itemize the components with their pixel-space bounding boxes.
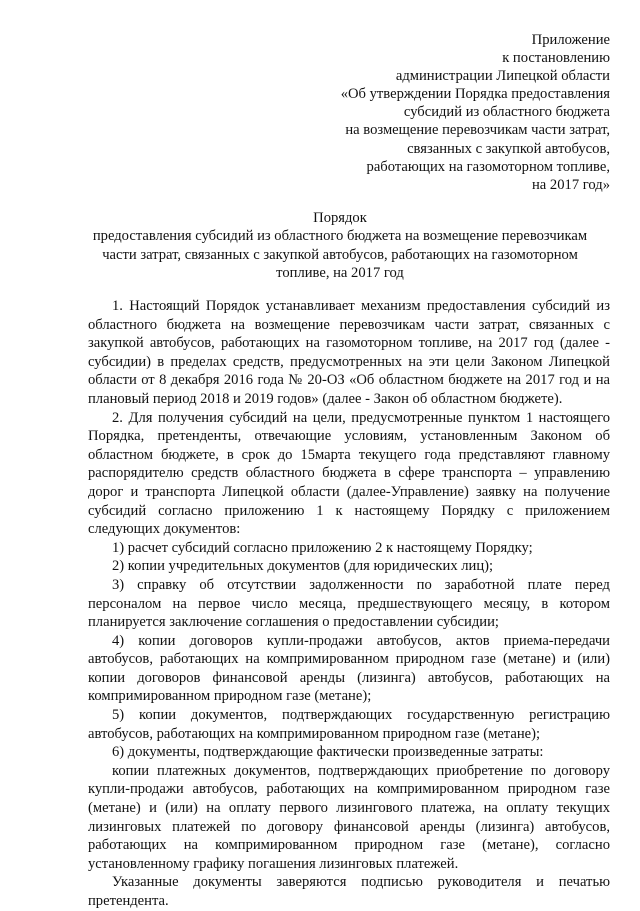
appendix-line: субсидий из областного бюджета xyxy=(403,104,610,121)
paragraph-2: 2. Для получения субсидий на цели, предусмотренные пунктом 1 настоящего Порядка, претенденты, отвечающие условиям, установленным Законом об областном бюджете, в срок до 15марта текущего года представляют главному распорядителю средств областного бюджета в сфере транспорта – управлению дорог и транспорта Липецкой области (далее-Управление) заявку на получение субсидий согласно приложению 1 к настоящему Порядку с приложением следующих документов: xyxy=(88,409,610,538)
closing-paragraph: Указанные документы заверяются подписью руководителя и печатью претендента. xyxy=(88,874,610,909)
appendix-line: администрации Липецкой области xyxy=(395,68,610,85)
document-heading xyxy=(60,209,620,282)
appendix-line: работающих на газомоторном топливе, xyxy=(366,158,610,175)
appendix-line: связанных с закупкой автобусов, xyxy=(407,140,610,157)
appendix-line: на 2017 год» xyxy=(532,176,610,193)
list-item-4: 4) копии договоров купли-продажи автобусов, актов приема-передачи автобусов, работающих на компримированном природном газе (метане) и (или) копии договоров финансовой аренды (лизинга) автобусов, работающих на компримированном природном газе (метане); xyxy=(88,632,610,705)
document-title: Порядок xyxy=(313,210,367,226)
appendix-line: «Об утверждении Порядка предоставления xyxy=(340,86,610,103)
appendix-line: на возмещение перевозчикам части затрат, xyxy=(345,122,610,139)
appendix-line: Приложение xyxy=(531,32,610,48)
appendix-header xyxy=(341,31,610,194)
paragraph-1: 1. Настоящий Порядок устанавливает механизм предоставления субсидий из областного бюджета на возмещение перевозчикам части затрат, связанных с закупкой автобусов, работающих на газомоторном топливе, на 2017 год (далее - субсидии) в пределах средств, предусмотренных на эти цели Законом Липецкой области от 8 декабря 2016 года № 20-ОЗ «Об областном бюджете на 2017 год и на плановый период 2018 и 2019 годов» (далее - Закон об областном бюджете). xyxy=(88,298,610,407)
document-subtitle-line: части затрат, связанных с закупкой автобусов, работающих на газомоторном xyxy=(102,246,578,263)
list-item-6: 6) документы, подтверждающие фактически произведенные затраты: xyxy=(112,744,544,761)
list-item-6-detail: копии платежных документов, подтверждающих приобретение по договору купли-продажи автобусов, работающих на компримированном природном газе (метане) и (или) на оплату первого лизингового платежа, на оплату текущих лизинговых платежей по договору финансовой аренды (лизинга) автобусов, работающих на компримированном природном газе (метане), согласно установленному графику погашения лизинговых платежей. xyxy=(88,762,610,872)
list-item-2: 2) копии учредительных документов (для юридических лиц); xyxy=(112,558,494,575)
list-item-1: 1) расчет субсидий согласно приложению 2 к настоящему Порядку; xyxy=(112,539,533,556)
document-subtitle-line: предоставления субсидий из областного бюджета на возмещение перевозчикам xyxy=(92,228,588,245)
document-subtitle-line: топливе, на 2017 год xyxy=(276,264,404,281)
document-body xyxy=(88,297,610,911)
appendix-line: к постановлению xyxy=(502,50,610,67)
list-item-5: 5) копии документов, подтверждающих государственную регистрацию автобусов, работающих на компримированном природном газе (метане); xyxy=(88,707,610,742)
list-item-3: 3) справку об отсутствии задолженности по заработной плате перед персоналом на первое число месяца, предшествующего месяцу, в котором планируется заключение соглашения о предоставлении субсидии; xyxy=(88,576,610,631)
